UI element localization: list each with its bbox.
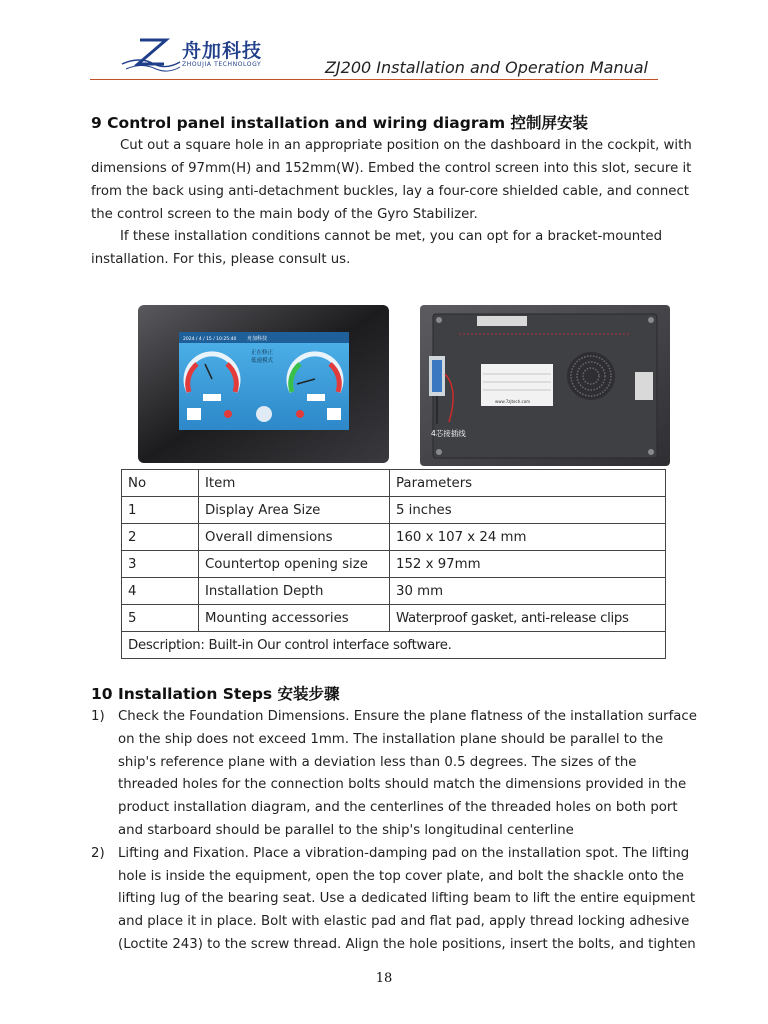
table-cell-parameter: 152 x 97mm: [390, 551, 666, 578]
table-row: [122, 605, 666, 632]
screen-date: 2024 / 4 / 15 / 10:25:40: [183, 337, 237, 342]
company-logo: [120, 34, 280, 74]
table-cell-parameter: 5 inches: [390, 497, 666, 524]
screen-battery-icon: [327, 408, 341, 420]
label-url: www.7zjtech.com: [495, 399, 531, 404]
control-panel-front-photo: [137, 304, 390, 464]
manual-title: ZJ200 Installation and Operation Manual: [324, 58, 648, 77]
header-divider: [90, 79, 658, 80]
section-9-paragraph-2: If these installation conditions cannot be met, you can opt for a bracket-mounted installation. For this, please consult us.: [91, 229, 663, 267]
section-10-heading: 10 Installation Steps 安装步骤: [91, 685, 340, 703]
table-cell-parameter: 30 mm: [390, 578, 666, 605]
table-cell-item: Countertop opening size: [199, 551, 390, 578]
step-text: Lifting and Fixation. Place a vibration-damping pad on the installation spot. The lifting hole is inside the equipment, open the top cover plate, and bolt the shackle onto the lifting lug of the bearing seat. Use a dedicated lifting beam to lift the entire equipment and place it in place. Bolt with elastic pad and flat pad, apply thread locking adhesive (Loctite 243) to the screw thread. Align the hole positions, insert the bolts, and tighten: [118, 845, 696, 952]
installation-steps-list: [91, 706, 697, 957]
cable-caption: 4芯接插线: [431, 429, 466, 438]
table-header-cell: No: [122, 470, 199, 497]
list-item: [91, 843, 697, 957]
screen-menu-icon: [187, 408, 201, 420]
specification-table: [121, 469, 666, 659]
table-cell-no: 3: [122, 551, 199, 578]
table-cell-item: Installation Depth: [199, 578, 390, 605]
table-header-row: [122, 470, 666, 497]
table-description-row: [122, 632, 666, 659]
table-row: [122, 551, 666, 578]
step-text: Check the Foundation Dimensions. Ensure the plane flatness of the installation surface on the ship does not exceed 1mm. The installation plane should be parallel to the ship's reference plane with a deviation less than 0.5 degrees. The sizes of the threaded holes for the connection bolts should match the dimensions provided in the product installation diagram, and the centerlines of the threaded holes on both port and starboard should be parallel to the ship's longitudinal centerline: [118, 709, 697, 838]
table-cell-no: 1: [122, 497, 199, 524]
logo-text: 舟加科技: [182, 40, 263, 62]
table-cell-no: 4: [122, 578, 199, 605]
table-cell-no: 2: [122, 524, 199, 551]
screen-power-icon: [256, 406, 272, 422]
table-header-cell: Parameters: [390, 470, 666, 497]
speaker-grille-icon: [567, 352, 615, 400]
page-number: 18: [375, 971, 393, 986]
screen-status-line2: 低速模式: [251, 358, 274, 364]
control-panel-back-photo: [419, 304, 671, 467]
screen-status-line1: 正在修正: [251, 350, 274, 356]
table-row: [122, 578, 666, 605]
list-item: [91, 706, 697, 843]
logo-subtitle: ZHOUJIA TECHNOLOGY: [182, 61, 262, 68]
table-row: [122, 497, 666, 524]
table-row: [122, 524, 666, 551]
table-cell-item: Mounting accessories: [199, 605, 390, 632]
table-header-cell: Item: [199, 470, 390, 497]
table-cell-no: 5: [122, 605, 199, 632]
table-cell-parameter: Waterproof gasket, anti-release clips: [390, 605, 666, 632]
table-description: Description: Built-in Our control interface software.: [122, 632, 666, 659]
table-cell-parameter: 160 x 107 x 24 mm: [390, 524, 666, 551]
section-9-paragraph-1: Cut out a square hole in an appropriate position on the dashboard in the cockpit, with dimensions of 97mm(H) and 152mm(W). Embed the control screen into this slot, secure it from the back using anti-detachment buckles, lay a four-core shielded cable, and connect the control screen to the main body of the Gyro Stabilizer.: [91, 138, 692, 222]
step-number: 1): [91, 709, 105, 724]
logo-emblem-icon: [120, 34, 182, 74]
screen-brand: 舟加科技: [247, 336, 268, 342]
table-cell-item: Overall dimensions: [199, 524, 390, 551]
table-cell-item: Display Area Size: [199, 497, 390, 524]
section-9-heading: 9 Control panel installation and wiring diagram 控制屏安装: [91, 114, 589, 132]
step-number: 2): [91, 845, 105, 861]
